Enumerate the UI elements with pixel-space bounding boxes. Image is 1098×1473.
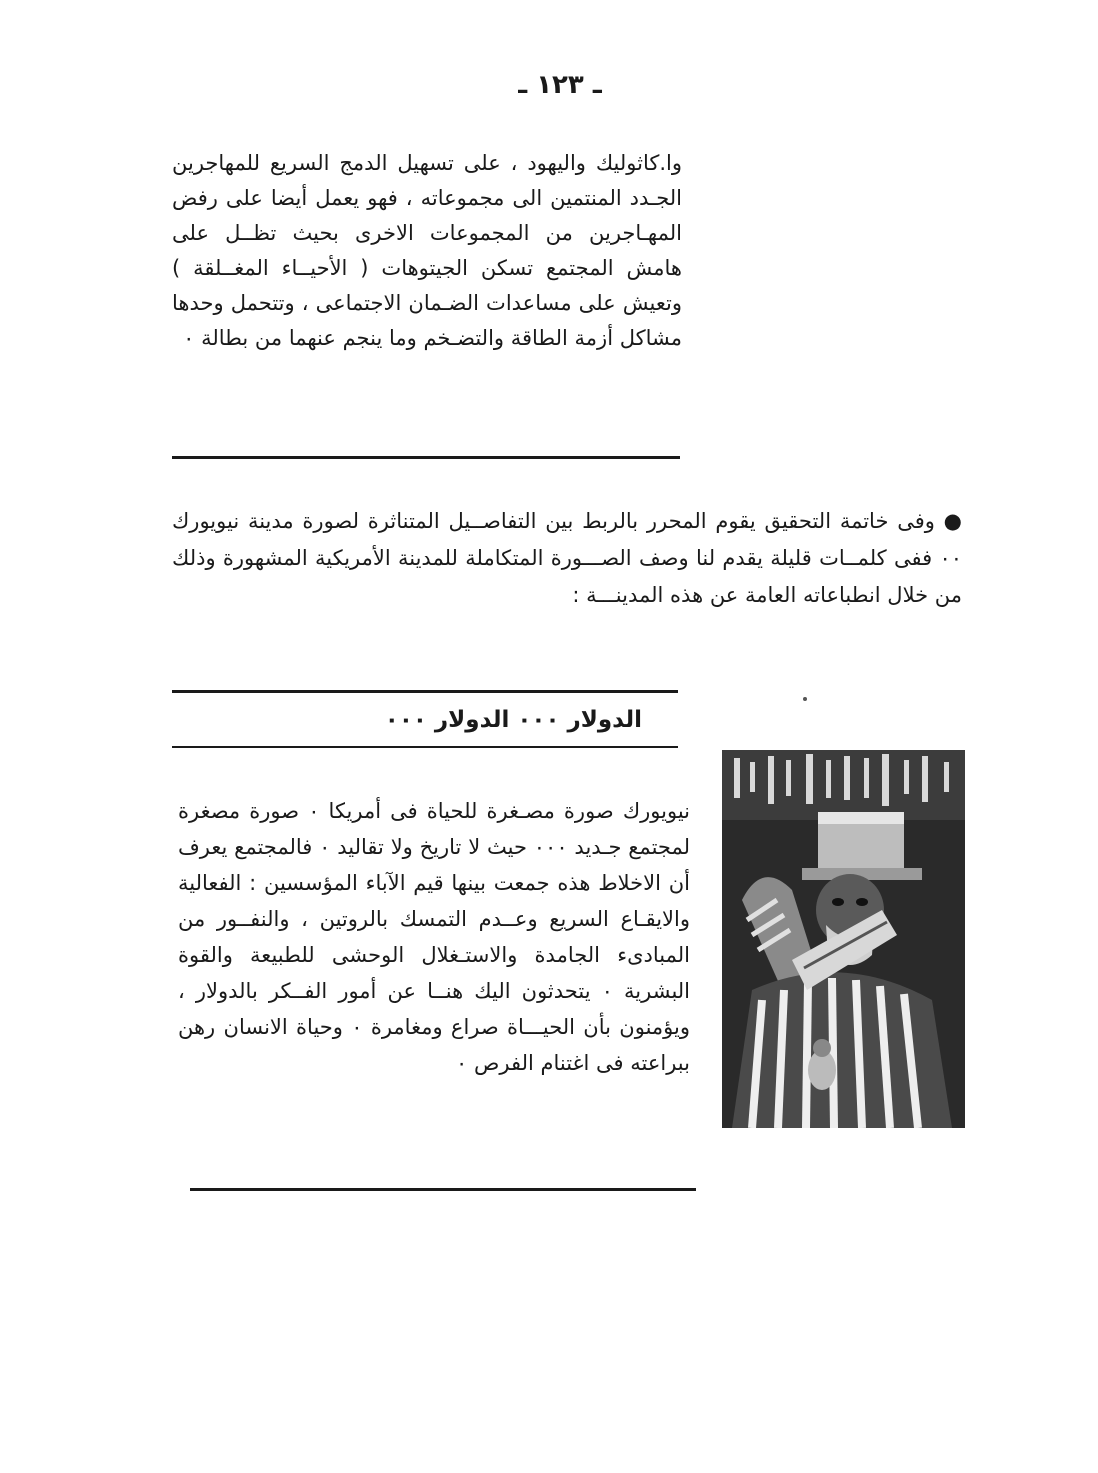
- heading-rule-top: [172, 690, 678, 693]
- column1-paragraph: وا.كاثوليك واليهود ، على تسهيل الدمج السريع للمهاجرين الجـدد المنتمين الى مجموعاته ، فهو يعمل أيضا على رفض المهـاجرين من المجموعات الاخرى بحيث تظــل على هامش المجتمع تسكن الجيتوهات ( الأحيــاء المغــلقة ) وتعيش على مساعدات الضـمان الاجتماعى ، وتتحمل وحدها مشاكل أزمة الطاقة والتضـخم وما ينجم عنهما من بطالة ٠: [172, 151, 682, 350]
- section-heading: الدولار ٠٠٠ الدولار ٠٠٠: [384, 707, 642, 733]
- intro-paragraph: ● وفى خاتمة التحقيق يقوم المحرر بالربط بين التفاصــيل المتناثرة لصورة مدينة نيويورك ٠٠ ففى كلمــات قليلة يقدم لنا وصف الصـــورة المتكاملة للمدينة الأمريكية المشهورة وذلك من خلال انطباعاته العامة عن هذه المدينـــة :: [172, 509, 962, 607]
- photo-statue-of-liberty: [722, 750, 965, 1128]
- heading-rule-bottom: [172, 746, 678, 748]
- stray-mark: [803, 697, 807, 701]
- page-number: ـ ١٢٣ ـ: [518, 70, 602, 100]
- section-divider-bottom: [190, 1188, 696, 1191]
- photo-illustration: [722, 750, 965, 1128]
- section-body-paragraph: نيويورك صورة مصـغرة للحياة فى أمريكا ٠ صورة مصغرة لمجتمع جـديد ٠٠٠ حيث لا تاريخ ولا تقاليد ٠ فالمجتمع يعرف أن الاخلاط هذه جمعت بينها قيم الآباء المؤسسين : الفعالية والايقـاع السريع وعــدم التمسك بالروتين ، والنفــور من المبادىء الجامدة والاستـغلال الوحشى للطبيعة والقوة البشرية ٠ يتحدثون اليك هنــا عن أمور الفــكر بالدولار ، ويؤمنون بأن الحيـــاة صراع ومغامرة ٠ وحياة الانسان رهن ببراعته فى اغتنام الفرص ٠: [178, 799, 691, 1075]
- section-divider-top: [172, 456, 680, 459]
